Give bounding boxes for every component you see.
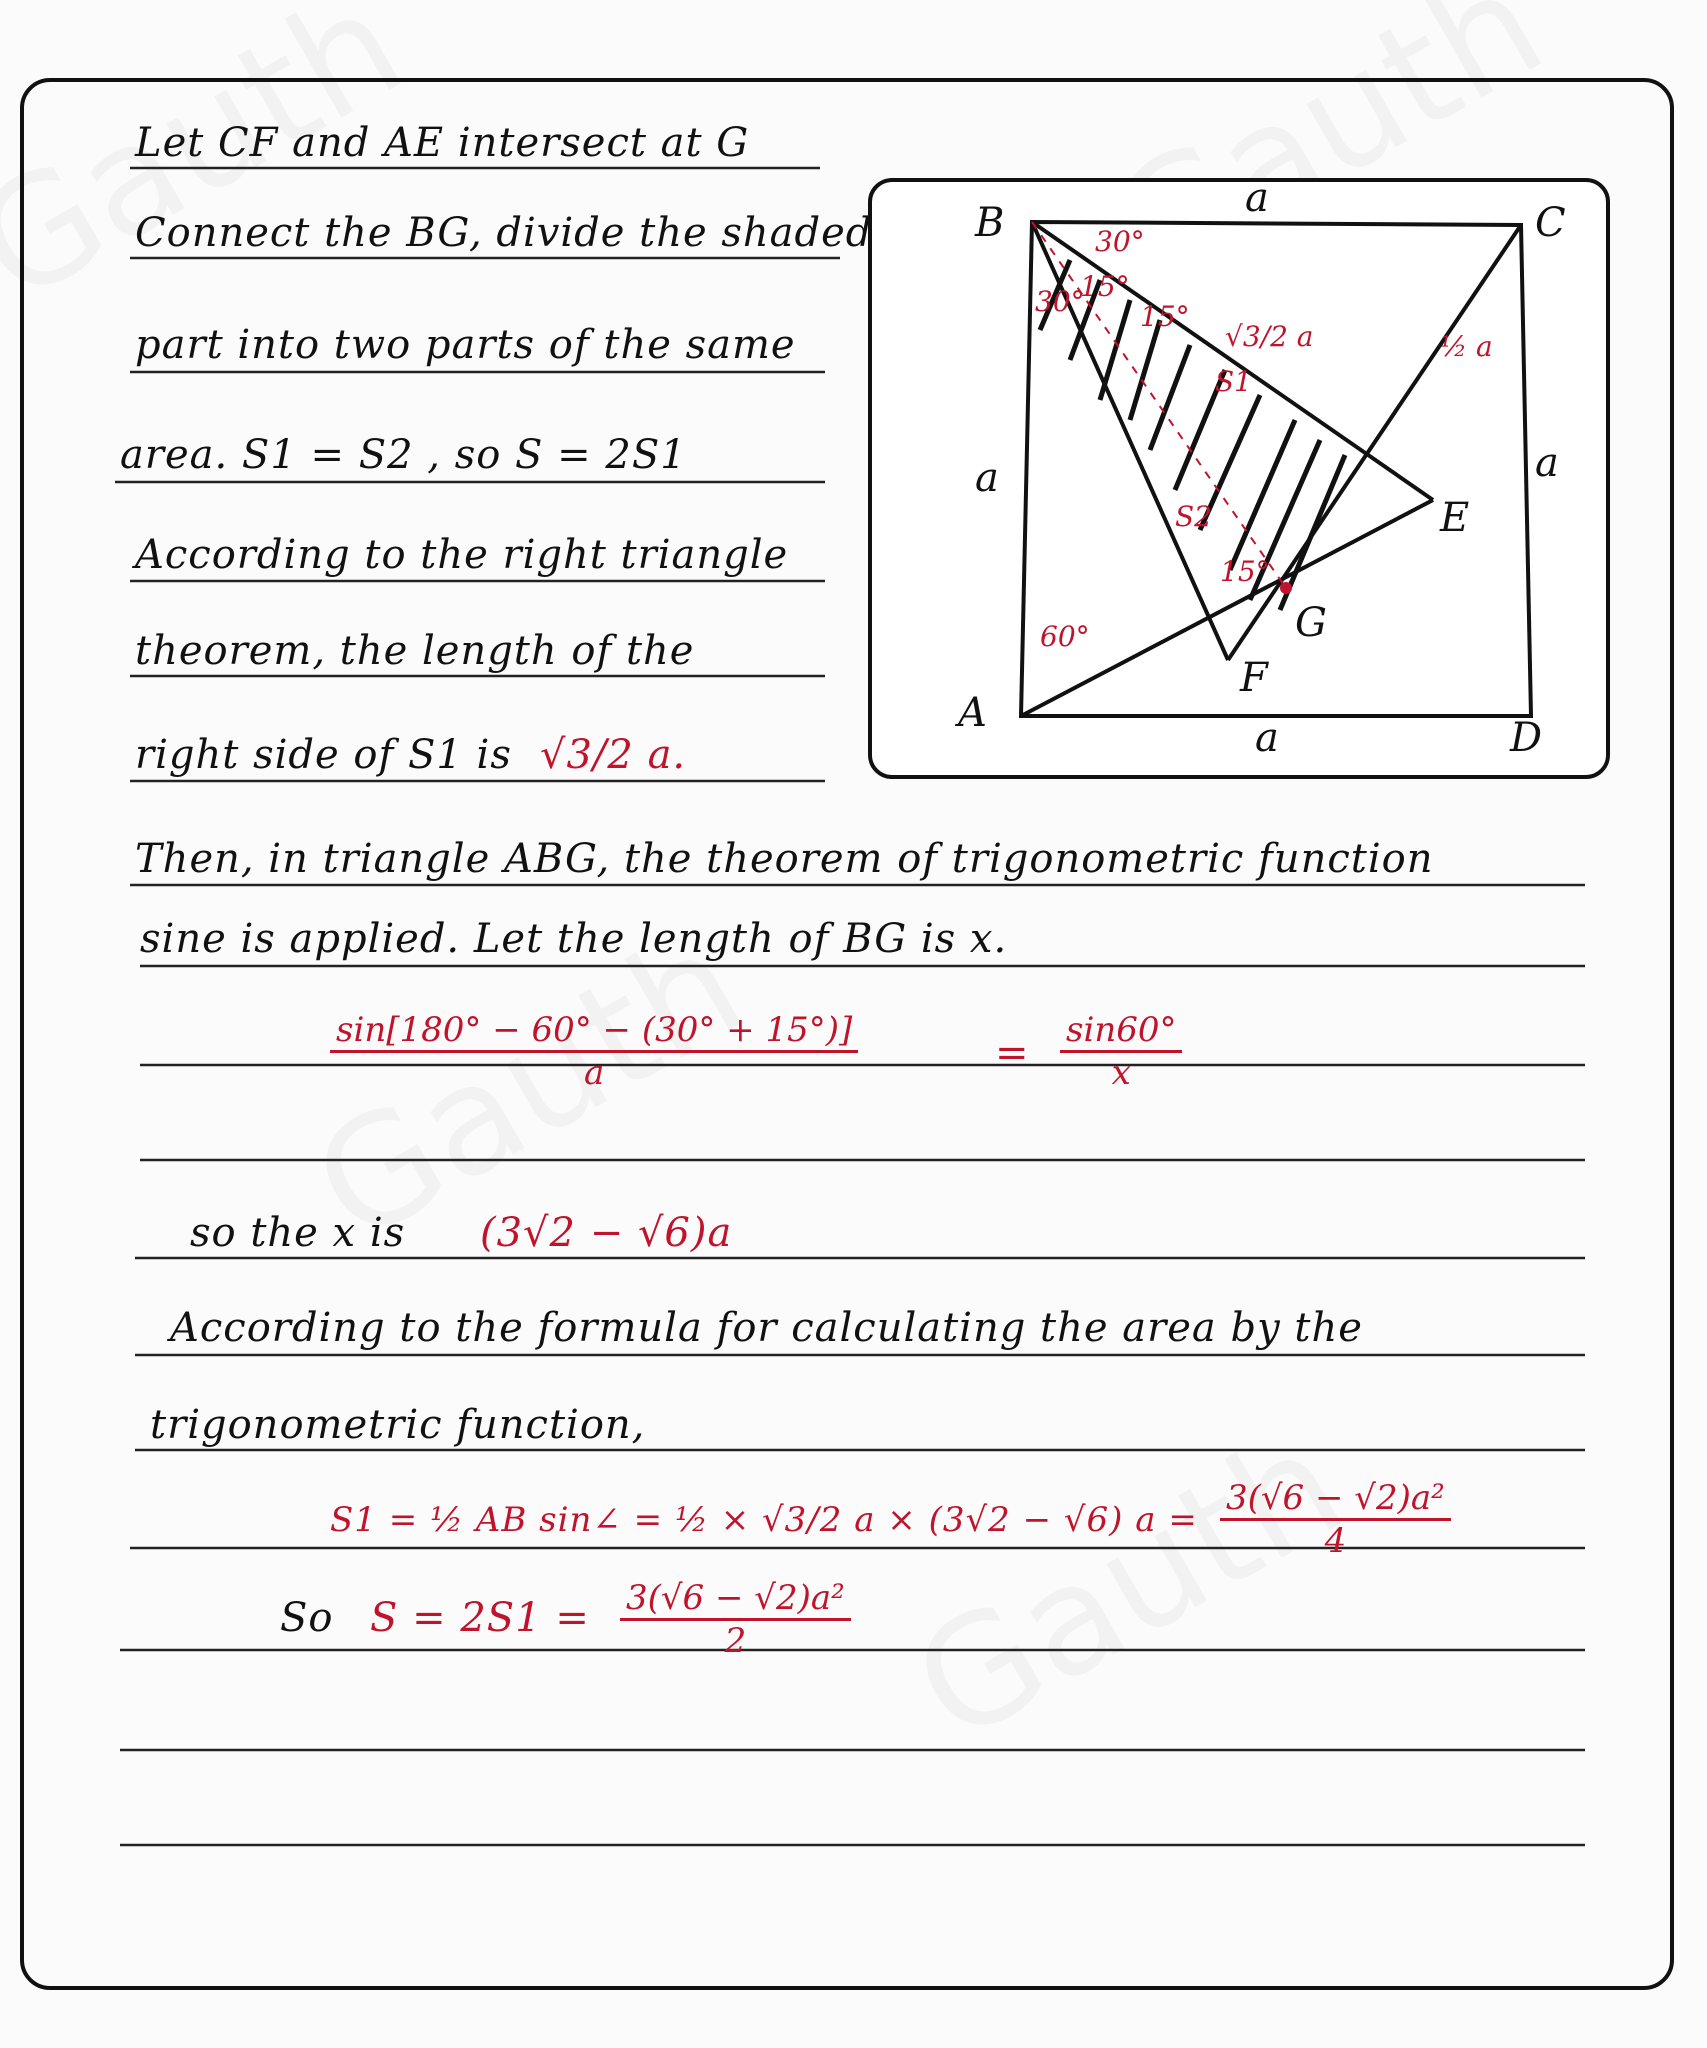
side-label-top: a (1245, 175, 1269, 221)
denominator: 4 (1324, 1521, 1347, 1561)
right-side-value: √3/2 a. (540, 732, 687, 778)
text-line: So (280, 1595, 334, 1641)
s1-expression: S1 = ½ AB sin∠ = ½ × √3/2 a × (3√2 − √6) a = (330, 1500, 1198, 1540)
angle-label: 30° (1035, 285, 1085, 318)
text-line: part into two parts of the same (135, 322, 796, 368)
text-line: trigonometric function, (150, 1402, 646, 1448)
denominator: a (584, 1053, 605, 1093)
angle-label: 15° (1220, 555, 1270, 588)
angle-label: 30° (1095, 225, 1145, 258)
text-line: According to the right triangle (135, 532, 789, 578)
s-result (620, 1578, 851, 1661)
s-expression: S = 2S1 = (370, 1595, 590, 1641)
denominator: x (1111, 1053, 1131, 1093)
side-label-left: a (975, 455, 999, 501)
sine-left-fraction (330, 1010, 858, 1093)
equals: = (995, 1030, 1030, 1076)
numerator: 3(√6 − √2)a² (620, 1578, 851, 1621)
text-line: Then, in triangle ABG, the theorem of trigonometric function (135, 836, 1434, 882)
text-line: so the x is (190, 1210, 406, 1256)
sine-right-fraction (1060, 1010, 1182, 1093)
region-label-s2: S2 (1175, 500, 1212, 533)
text-line: According to the formula for calculating the area by the (170, 1305, 1363, 1351)
numerator: sin60° (1060, 1010, 1182, 1053)
text-line: area. S1 = S2 , so S = 2S1 (120, 432, 687, 478)
angle-label: 15° (1140, 300, 1190, 333)
angle-label: 60° (1040, 620, 1090, 653)
x-value: (3√2 − √6)a (480, 1210, 733, 1256)
side-label-bottom: a (1255, 715, 1279, 761)
segment-label-ce: ½ a (1440, 330, 1493, 363)
s1-result (1220, 1478, 1451, 1561)
denominator: 2 (724, 1621, 747, 1661)
point-label-f: F (1240, 655, 1268, 701)
point-label-c: C (1535, 200, 1566, 246)
text-line: Connect the BG, divide the shaded (135, 210, 873, 256)
point-label-a: A (958, 690, 987, 736)
numerator: 3(√6 − √2)a² (1220, 1478, 1451, 1521)
segment-label-be: √3/2 a (1225, 320, 1314, 353)
region-label-s1: S1 (1215, 365, 1252, 398)
point-label-g: G (1295, 600, 1327, 646)
point-label-d: D (1510, 715, 1543, 761)
text-line: right side of S1 is (135, 732, 512, 778)
side-label-right: a (1535, 440, 1559, 486)
point-label-e: E (1440, 495, 1470, 541)
text-line: sine is applied. Let the length of BG is x. (140, 916, 1008, 962)
numerator: sin[180° − 60° − (30° + 15°)] (330, 1010, 858, 1053)
text-line: theorem, the length of the (135, 628, 695, 674)
angle-label: 15° (1080, 270, 1130, 303)
point-label-b: B (975, 200, 1005, 246)
text-line: Let CF and AE intersect at G (135, 120, 750, 166)
